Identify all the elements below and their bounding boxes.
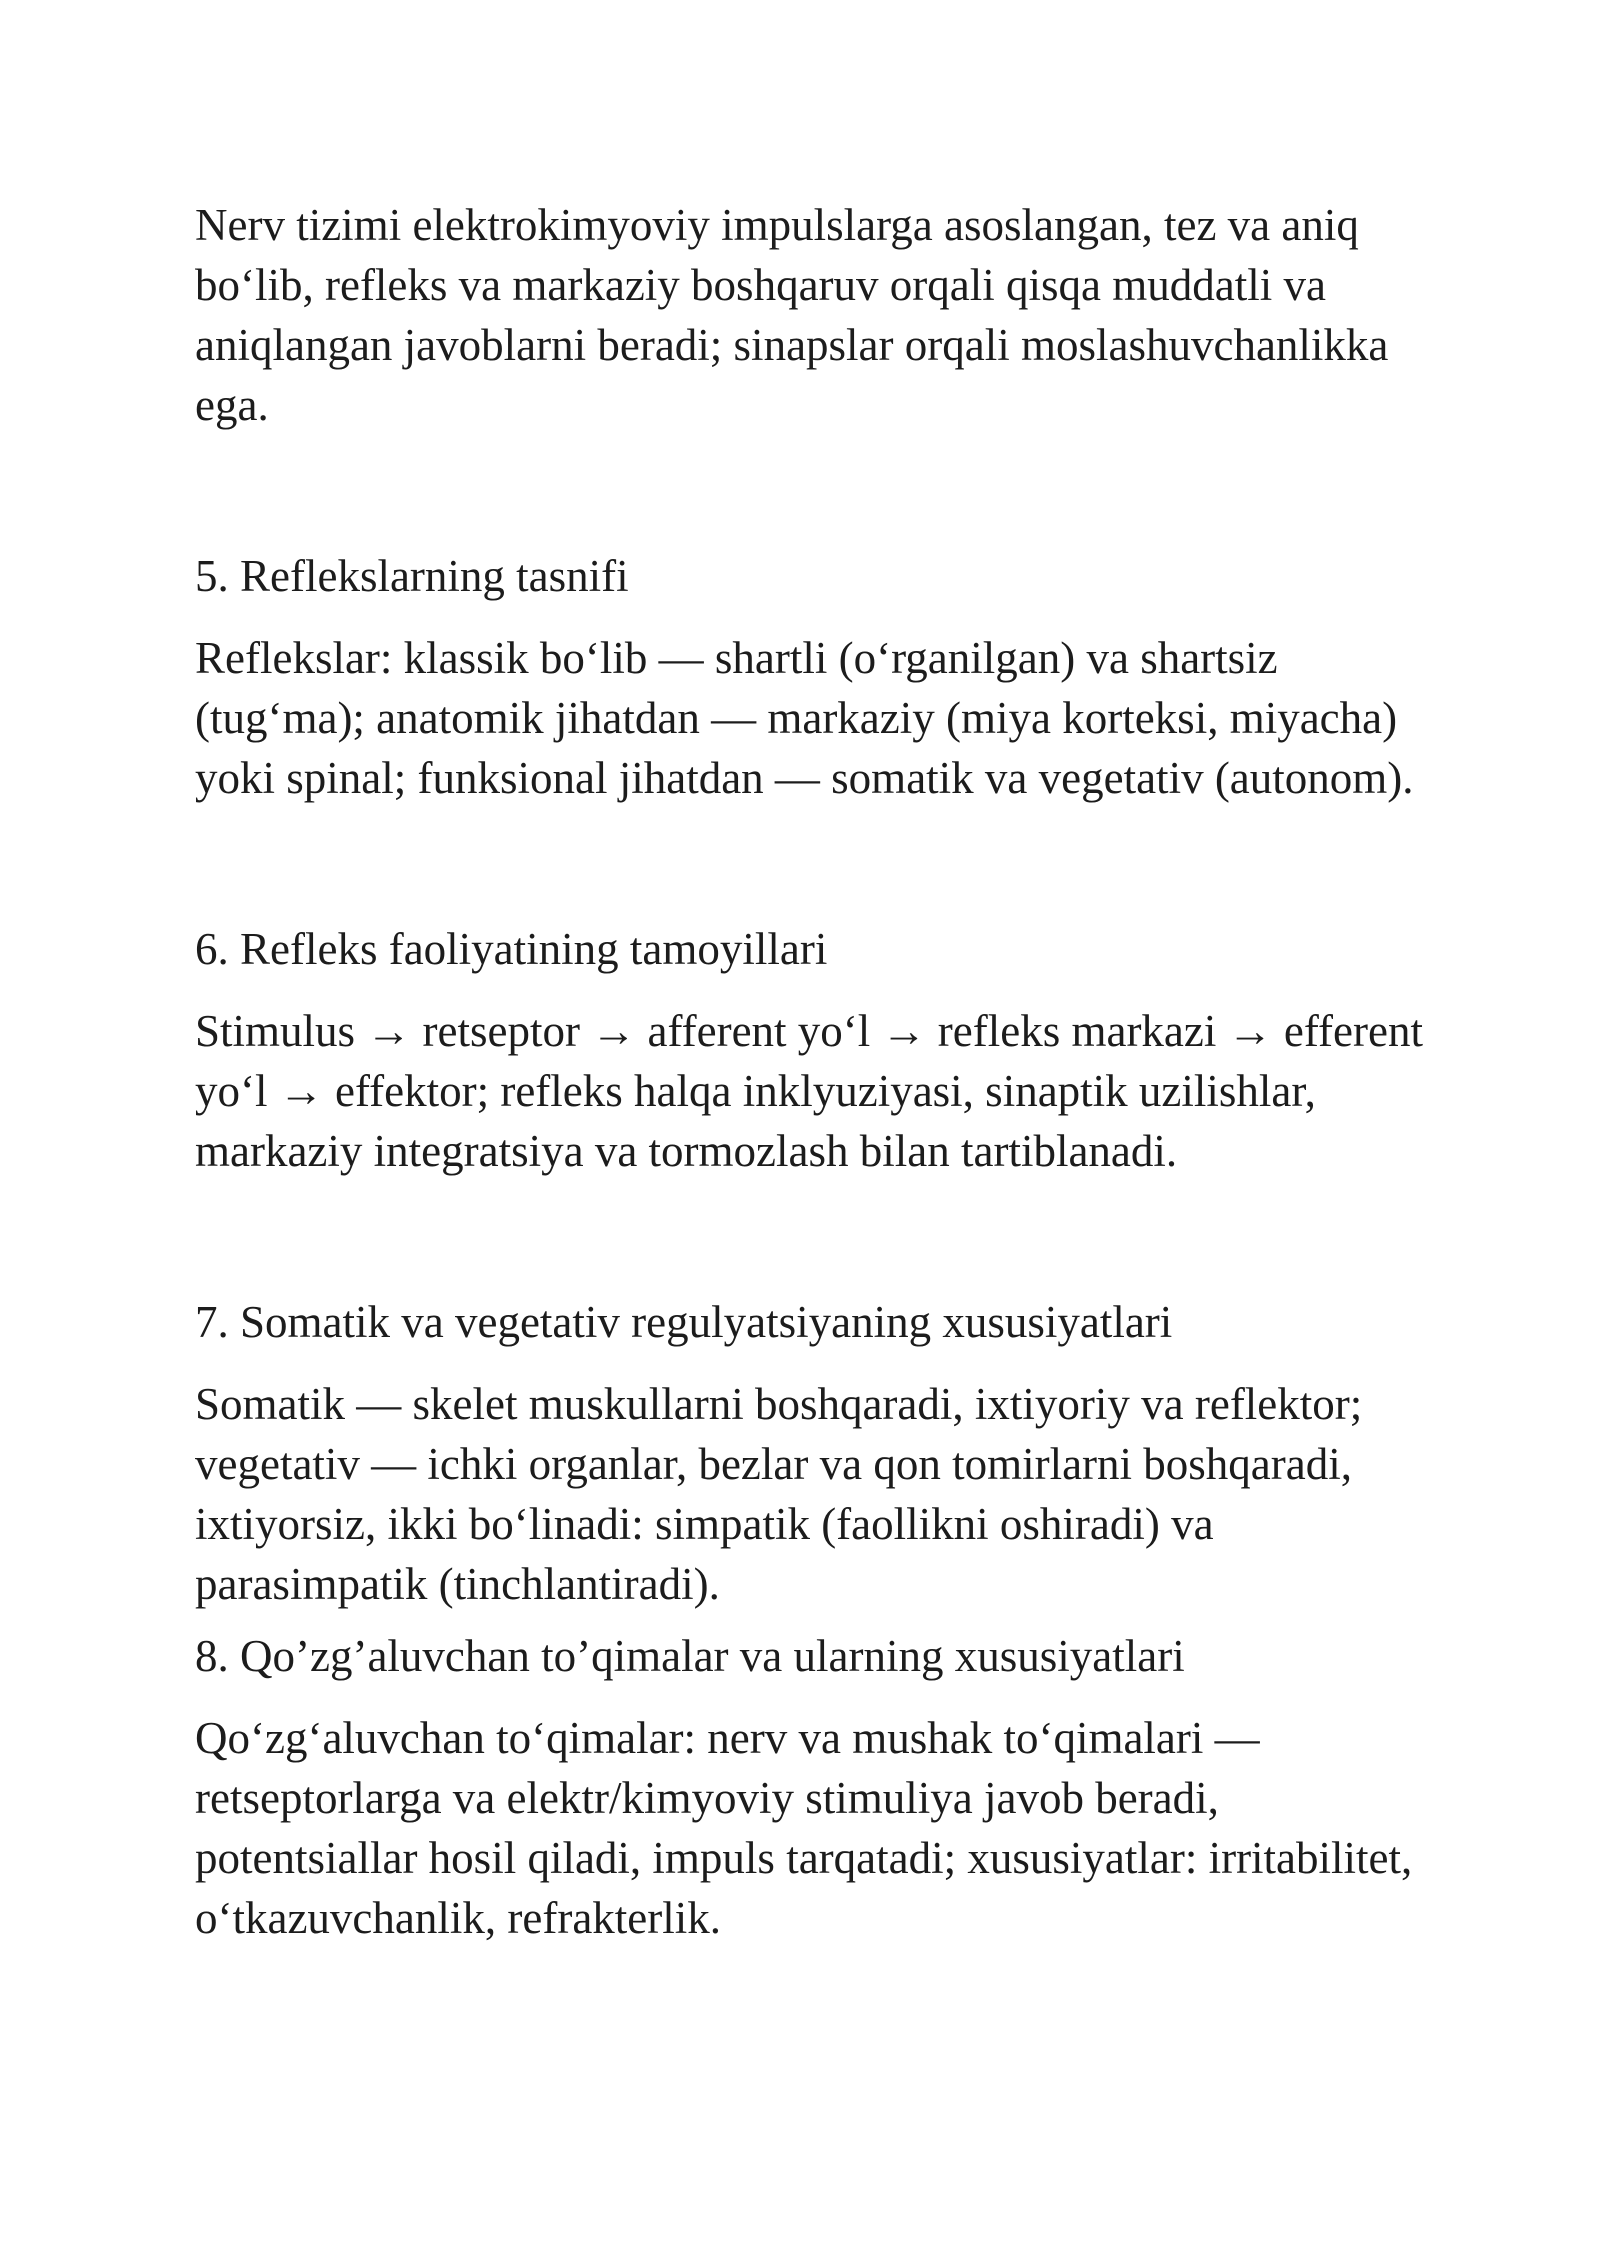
section-heading-5: 5. Reflekslarning tasnifi <box>195 551 629 601</box>
section-body-5: Reflekslar: klassik bo‘lib — shartli (o‘rganilgan) va shartsiz (tug‘ma); anatomik jihatdan — markaziy (miya korteksi, miyacha) yoki spinal; funksional jihatdan — somatik va vegetativ (autonom). <box>195 633 1414 803</box>
intro-paragraph: Nerv tizimi elektrokimyoviy impulslarga asoslangan, tez va aniq bo‘lib, refleks va markaziy boshqaruv orqali qisqa muddatli va aniqlangan javoblarni beradi; sinapslar orqali moslashuvchanlikka ega. <box>195 200 1389 430</box>
section-heading-6: 6. Refleks faoliyatining tamoyillari <box>195 924 828 974</box>
section-body-8: Qo‘zg‘aluvchan to‘qimalar: nerv va mushak to‘qimalari — retseptorlarga va elektr/kimyoviy stimuliya javob beradi, potentsiallar hosil qiladi, impuls tarqatadi; xususiyatlar: irritabilitet, o‘tkazuvchanlik, refrakterlik. <box>195 1713 1413 1943</box>
section-heading-8: 8. Qo’zg’aluvchan to’qimalar va ularning xususiyatlari <box>195 1631 1185 1681</box>
section-body-6: Stimulus → retseptor → afferent yo‘l → refleks markazi → efferent yo‘l → effektor; refleks halqa inklyuziyasi, sinaptik uzilishlar, markaziy integratsiya va tormozlash bilan tartiblanadi. <box>195 1006 1423 1176</box>
section-body-7: Somatik — skelet muskullarni boshqaradi, ixtiyoriy va reflektor; vegetativ — ichki organlar, bezlar va qon tomirlarni boshqaradi, ixtiyorsiz, ikki bo‘linadi: simpatik (faollikni oshiradi) va parasimpatik (tinchlantiradi). <box>195 1379 1363 1609</box>
document-content <box>195 195 1435 1948</box>
section-heading-7: 7. Somatik va vegetativ regulyatsiyaning xususiyatlari <box>195 1297 1173 1347</box>
